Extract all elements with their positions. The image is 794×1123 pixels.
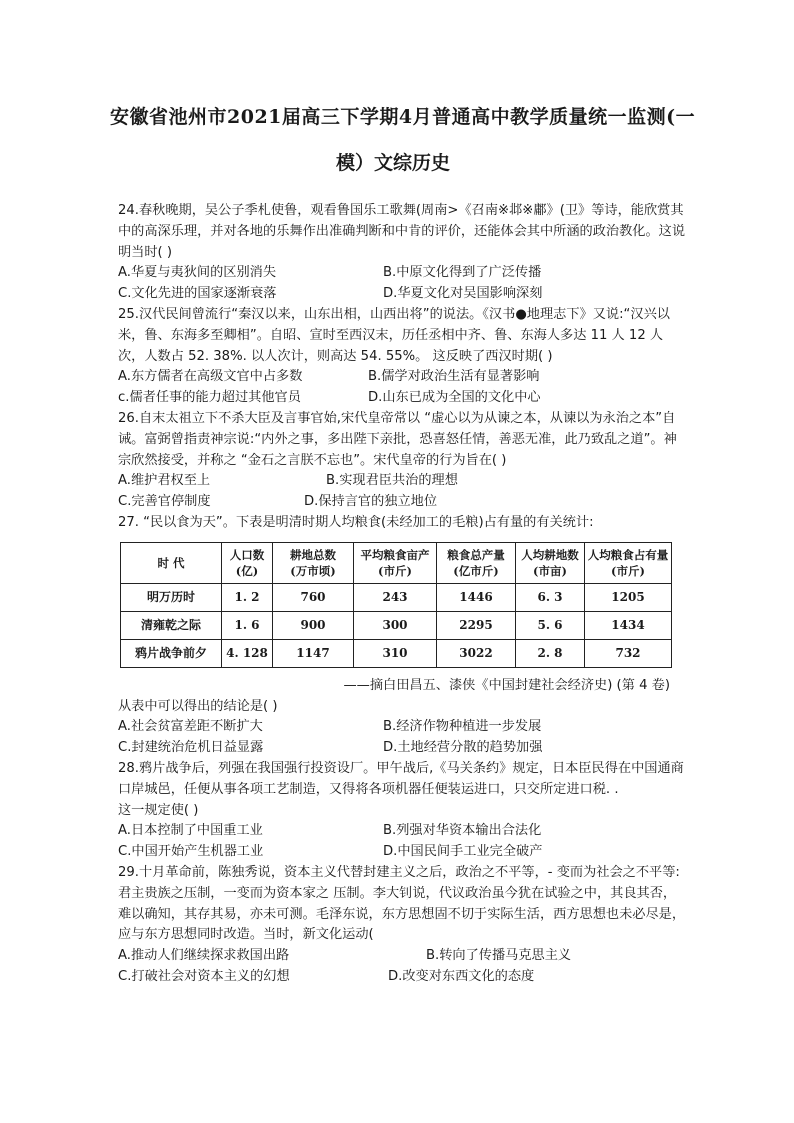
grain-statistics-table-wrap [120,542,672,668]
option-c: C.文化先进的国家逐渐衰落 [118,286,277,302]
option-a: A.推动人们继续探求救国出路 [118,948,290,964]
table-cell: 清雍乾之际 [121,611,222,639]
question-stem: 27. “民以食为天”。下表是明清时期人均粮食(未经加工的毛粮)占有量的有关统计: [118,514,594,530]
question-26 [118,409,688,513]
option-row [118,263,688,284]
option-d: D.保持言官的独立地位 [304,494,438,510]
option-row [118,967,688,988]
option-a: A.东方儒者在高级文官中占多数 [118,369,303,385]
question-stem: 25.汉代民间曾流行“秦汉以来，山东出相，山西出将”的说法。《汉书●地理志下》又说:“汉兴以米，鲁、东海多至卿相”。自昭、宣时至西汉末，历任丞相中齐、鲁、东海人多达 11 人 12 人次，人数占 52. 38%. 以人次计，则高达 54. 55%。 这反映了西汉时期( ) [118,306,670,364]
table-row [121,639,672,667]
option-b: B.列强对华资本输出合法化 [383,823,542,839]
question-stem: 26.自末太祖立下不杀大臣及言事官始,宋代皇帝常以 “虚心以为从谏之本，从谏以为永治之本”自诫。富弼曾指责神宗说:“内外之事，多出陛下亲批，恐喜怒任情，善恶无准，此乃致乱之道”。神宗欣然接受，并称之 “金石之言朕不忘也”。宋代皇帝的行为旨在( ) [118,410,677,468]
table-cell: 1. 6 [222,611,273,639]
option-row [118,492,688,513]
question-29 [118,863,688,988]
option-d: D.华夏文化对吴国影响深刻 [383,286,543,302]
table-header-row [121,542,672,583]
option-d: D.山东已成为全国的文化中心 [368,390,541,406]
table-cell: 732 [585,639,672,667]
option-row [118,367,688,388]
option-row [118,842,688,863]
option-row [118,388,688,409]
table-cell: 1434 [585,611,672,639]
grain-statistics-table [120,542,672,668]
table-cell: 300 [354,611,437,639]
option-b: B.儒学对政治生活有显著影响 [368,369,540,385]
option-c: C.完善官停制度 [118,494,211,510]
table-cell: 1446 [437,583,516,611]
table-cell: 1. 2 [222,583,273,611]
option-row [118,284,688,305]
question-27 [118,513,688,759]
table-source-citation: ——摘白田昌五、漆侠《中国封建社会经济史) (第 4 卷) [343,677,670,693]
table-header-cell: 人均粮食占有量 (市斤) [585,542,672,583]
option-a: A.日本控制了中国重工业 [118,823,263,839]
table-cell: 5. 6 [516,611,585,639]
option-row [118,471,688,492]
option-row [118,946,688,967]
table-header-cell: 人均耕地数 (市亩) [516,542,585,583]
question-stem: 29.十月革命前，陈独秀说，资本主义代替封建主义之后，政治之不平等，- 变而为社会之不平等:君主贵族之压制，一变而为资本家之 压制。李大钊说，代议政治虽今犹在试验之中，其良其否，难以确知，其存其易，亦未可测。毛泽东说，东方思想固不切于实际生活，西方思想也未必尽是，应与东方思想同时改造。当时，新文化运动( [118,864,686,943]
question-stem: 28.鸦片战争后，列强在我国强行投资设厂。甲午战后,《马关条约》规定，日本臣民得在中国通商口岸城邑，任便从事各项工艺制造，又得将各项机器任便装运进口，只交所定进口税. . [118,760,684,797]
table-cell: 900 [273,611,354,639]
option-d: D.中国民间手工业完全破产 [383,844,543,860]
table-cell: 310 [354,639,437,667]
table-header-cell: 时 代 [121,542,222,583]
question-lead: 这一规定使( ) [118,802,199,818]
table-cell: 2. 8 [516,639,585,667]
table-cell: 1205 [585,583,672,611]
question-25 [118,305,688,409]
table-header-cell: 平均粮食亩产 (市斤) [354,542,437,583]
question-lead: 从表中可以得出的结论是( ) [118,698,278,714]
table-header-cell: 人口数 (亿) [222,542,273,583]
option-d: D.土地经营分散的趋势加强 [383,740,543,756]
option-row [118,821,688,842]
table-header-cell: 耕地总数 (万市顷) [273,542,354,583]
option-c: C.封建统治危机日益显露 [118,740,264,756]
option-b: B.实现君臣共治的理想 [326,473,458,489]
option-c: c.儒者任事的能力超过其他官员 [118,390,301,406]
option-b: B.转向了传播马克思主义 [426,948,572,964]
table-row [121,583,672,611]
table-cell: 3022 [437,639,516,667]
option-d: D.改变对东西文化的态度 [388,968,535,984]
option-a: A.社会贫富差距不断扩大 [118,719,263,735]
option-row [118,717,688,738]
table-cell: 明万历时 [121,583,222,611]
table-cell: 6. 3 [516,583,585,611]
option-b: B.中原文化得到了广泛传播 [383,265,542,281]
table-cell: 1147 [273,639,354,667]
question-24 [118,201,688,305]
document-title-line1: 安徽省池州市2021届高三下学期4月普通高中教学质量统一监测(一 [110,106,696,128]
question-28 [118,759,688,863]
table-cell: 760 [273,583,354,611]
document-body [118,201,688,988]
table-cell: 鸦片战争前夕 [121,639,222,667]
option-a: A.维护君权至上 [118,473,211,489]
option-c: C.打破社会对资本主义的幻想 [118,968,290,984]
document-title-line2: 模）文综历史 [336,152,451,174]
question-stem: 24.春秋晚期，吴公子季札使鲁，观看鲁国乐工歌舞(周南>《召南※邶※鄘》(卫》等诗，能欣赏其中的高深乐理，并对各地的乐舞作出准确判断和中肯的评价，还能体会其中所涵的政治教化。这说明当时( ) [118,203,686,260]
option-a: A.华夏与夷狄间的区别消失 [118,265,277,281]
option-c: C.中国开始产生机器工业 [118,844,264,860]
table-cell: 4. 128 [222,639,273,667]
table-header-cell: 粮食总产量 (亿市斤) [437,542,516,583]
table-cell: 243 [354,583,437,611]
table-cell: 2295 [437,611,516,639]
option-row [118,738,688,759]
option-b: B.经济作物种植进一步发展 [383,719,542,735]
table-row [121,611,672,639]
